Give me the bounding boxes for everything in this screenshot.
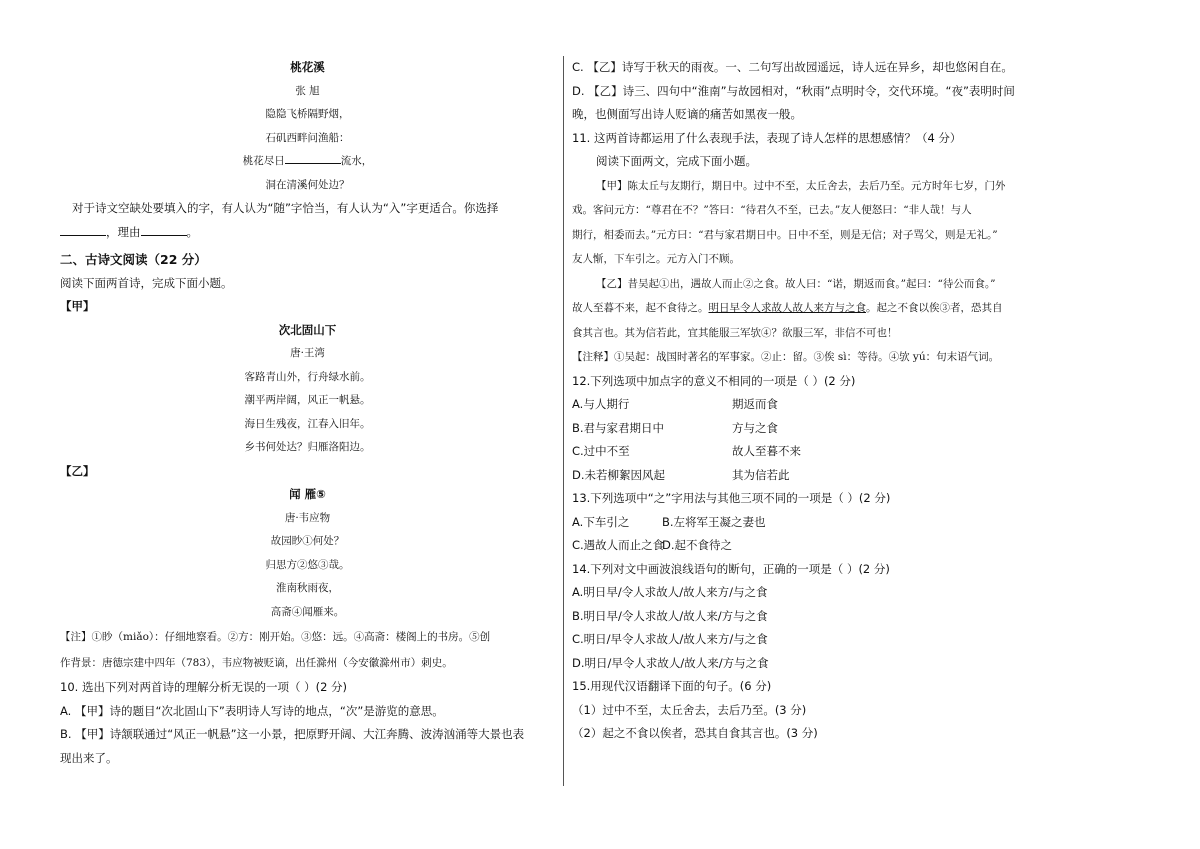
option-b: B. 【甲】诗颔联通过“风正一帆悬”这一小景，把原野开阔、大江奔腾、波涛汹涌等大景也表	[60, 727, 525, 741]
option-d: D. 【乙】诗三、四句中“淮南”与故园相对，“秋雨”点明时令，交代环境。“夜”表明时间	[572, 83, 1015, 98]
answer-blank	[141, 223, 187, 236]
q12-option-right: 故人至暮不来	[732, 444, 801, 458]
passage-jia-line: 戏。客问元方：“尊君在不？”答曰：“待君久不至，已去。”友人便怒曰：“非人哉！与人	[572, 204, 972, 216]
question-13: 13.下列选项中“之”字用法与其他三项不同的一项是（ ）(2 分)	[572, 491, 891, 505]
q14-option: C.明日/早令人求故人/故人来方/与之食	[572, 632, 768, 646]
q12-option-left: D.未若柳絮因风起	[572, 467, 666, 482]
passage-jia-line: 友人惭，下车引之。元方入门不顾。	[572, 253, 740, 265]
poem-line: 乡书何处达？归雁洛阳边。	[244, 441, 371, 453]
poem-note: 【注】①眇（miǎo）：仔细地察看。②方：刚开始。③悠：远。④高斋：楼阁上的书房。⑤创	[60, 631, 491, 643]
column-divider	[563, 56, 564, 786]
poem-line: 洞在清溪何处边？	[265, 178, 350, 191]
label-jia: 【甲】	[60, 299, 95, 313]
option-c: C. 【乙】诗写于秋天的雨夜。一、二句写出故园遥远，诗人远在异乡，却也悠闲自在。	[572, 60, 1013, 74]
q14-option: D.明日/早令人求故人/故人来/方与之食	[572, 655, 769, 670]
poem-line: 海日生残夜，江春入旧年。	[244, 417, 371, 430]
question-15: 15.用现代汉语翻译下面的句子。(6 分)	[572, 679, 772, 693]
left-column	[60, 56, 555, 770]
question-fill-part: 。	[186, 224, 198, 239]
question-12: 12.下列选项中加点字的意义不相同的一项是（ ）(2 分)	[572, 373, 856, 388]
q12-option-right: 方与之食	[732, 420, 778, 435]
poem-author: 唐·韦应物	[284, 511, 331, 524]
poem-line: 客路青山外，行舟绿水前。	[244, 370, 371, 383]
poem-title: 桃花溪	[290, 60, 325, 74]
passage-yi-line: 【乙】昔吴起①出，遇故人而止②之食。故人曰：“诺，期返而食。”起曰：“待公而食。”	[596, 277, 996, 290]
right-column	[572, 56, 1072, 746]
q13-option-left: C.遇故人而止之食	[572, 538, 665, 552]
wavy-underlined-sentence: 明日早令人求故人故人来方与之食	[708, 302, 866, 314]
poem-line: 淮南秋雨夜，	[276, 582, 339, 594]
q15-item: （1）过中不至，太丘舍去，去后乃至。(3 分)	[572, 702, 807, 717]
poem-author: 张 旭	[295, 84, 320, 97]
passage-yi-line	[572, 296, 1072, 321]
poem-line: 隐隐飞桥隔野烟，	[265, 108, 350, 120]
q12-option-right: 期返而食	[732, 397, 778, 411]
q13-option	[572, 534, 1072, 558]
passage-yi-line: 食其言也。其为信若此，宜其能服三军欤④？欲服三军，非信不可也！	[572, 326, 898, 339]
poem-line: 潮平两岸阔，风正一帆悬。	[244, 394, 371, 406]
q14-option: B.明日早/令人求故人/故人来/方与之食	[572, 608, 768, 623]
section-intro: 阅读下面两首诗，完成下面小题。	[60, 275, 233, 290]
q12-option-left: B.君与家君期日中	[572, 420, 665, 435]
passage-yi-part: 故人至暮不来，起不食待之。	[572, 302, 709, 314]
q12-option	[572, 417, 1072, 441]
poem-line: 归思方②悠③哉。	[265, 558, 350, 571]
reading-intro: 阅读下面两文，完成下面小题。	[596, 154, 757, 168]
poem-line-blank	[60, 150, 555, 174]
q12-option	[572, 440, 1072, 464]
fill-blank	[285, 151, 341, 164]
poem-line: 故园眇①何处？	[270, 535, 345, 547]
poem-title: 次北固山下	[278, 322, 337, 337]
label-yi: 【乙】	[60, 463, 95, 478]
q13-option-right: D.起不食待之	[662, 538, 733, 552]
q12-option-left: A.与人期行	[572, 397, 630, 411]
q12-option	[572, 393, 1072, 417]
question-11: 11. 这两首诗都运用了什么表现手法，表现了诗人怎样的思想感情？（4 分）	[572, 130, 962, 145]
question-fill-part: ，理由	[106, 224, 141, 239]
q13-option-left: A.下车引之	[572, 514, 630, 529]
passage-yi-note: 【注释】①吴起：战国时著名的军事家。②止：留。③俟 sì：等待。④欤 yú：句末语气词。	[572, 351, 1000, 363]
q14-option: A.明日早/令人求故人/故人来方/与之食	[572, 585, 768, 599]
q13-option-right: B.左将军王凝之妻也	[662, 514, 766, 529]
poem-line: 石矶西畔问渔船：	[265, 131, 350, 144]
q15-item: （2）起之不食以俟者，恐其自食其言也。(3 分)	[572, 726, 818, 740]
poem-author: 唐·王湾	[290, 347, 325, 359]
option-d-cont: 晚，也侧面写出诗人贬谪的痛苦如黑夜一般。	[572, 107, 802, 121]
passage-jia-line: 期行，相委而去。”元方曰：“君与家君期日中。日中不至，则是无信；对子骂父，则是无礼。”	[572, 228, 998, 241]
option-a: A. 【甲】诗的题目“次北固山下”表明诗人写诗的地点，“次”是游览的意思。	[60, 703, 444, 718]
q12-option-right: 其为信若此	[732, 467, 790, 482]
passage-yi-part: 。起之不食以俟③者，恐其自	[866, 302, 1003, 314]
question-fill-line	[60, 221, 555, 245]
poem-note: 作背景：唐德宗建中四年（783），韦应物被贬谪，出任滁州（今安徽滁州市）刺史。	[60, 657, 453, 669]
q13-option	[572, 511, 1072, 535]
poem-line-part: 流水，	[340, 155, 373, 167]
poem-line-part: 桃花尽日	[242, 155, 285, 167]
q12-option	[572, 464, 1072, 488]
passage-jia-line: 【甲】陈太丘与友期行，期日中。过中不至，太丘舍去，去后乃至。元方时年七岁，门外	[596, 179, 1006, 192]
question-10: 10. 选出下列对两首诗的理解分析无误的一项（ ）(2 分)	[60, 680, 348, 694]
poem-title: 闻 雁⑤	[289, 487, 326, 501]
option-b-cont: 现出来了。	[60, 750, 118, 765]
poem-line: 高斋④闻雁来。	[270, 605, 345, 618]
question-14: 14.下列对文中画波浪线语句的断句，正确的一项是（ ）(2 分)	[572, 561, 890, 576]
question-fill-text: 对于诗文空缺处要填入的字，有人认为“随”字恰当，有人认为“入”字更适合。你选择	[72, 201, 499, 215]
answer-blank	[60, 223, 106, 236]
section-title: 二、古诗文阅读（22 分）	[60, 252, 207, 267]
q12-option-left: C.过中不至	[572, 444, 630, 458]
